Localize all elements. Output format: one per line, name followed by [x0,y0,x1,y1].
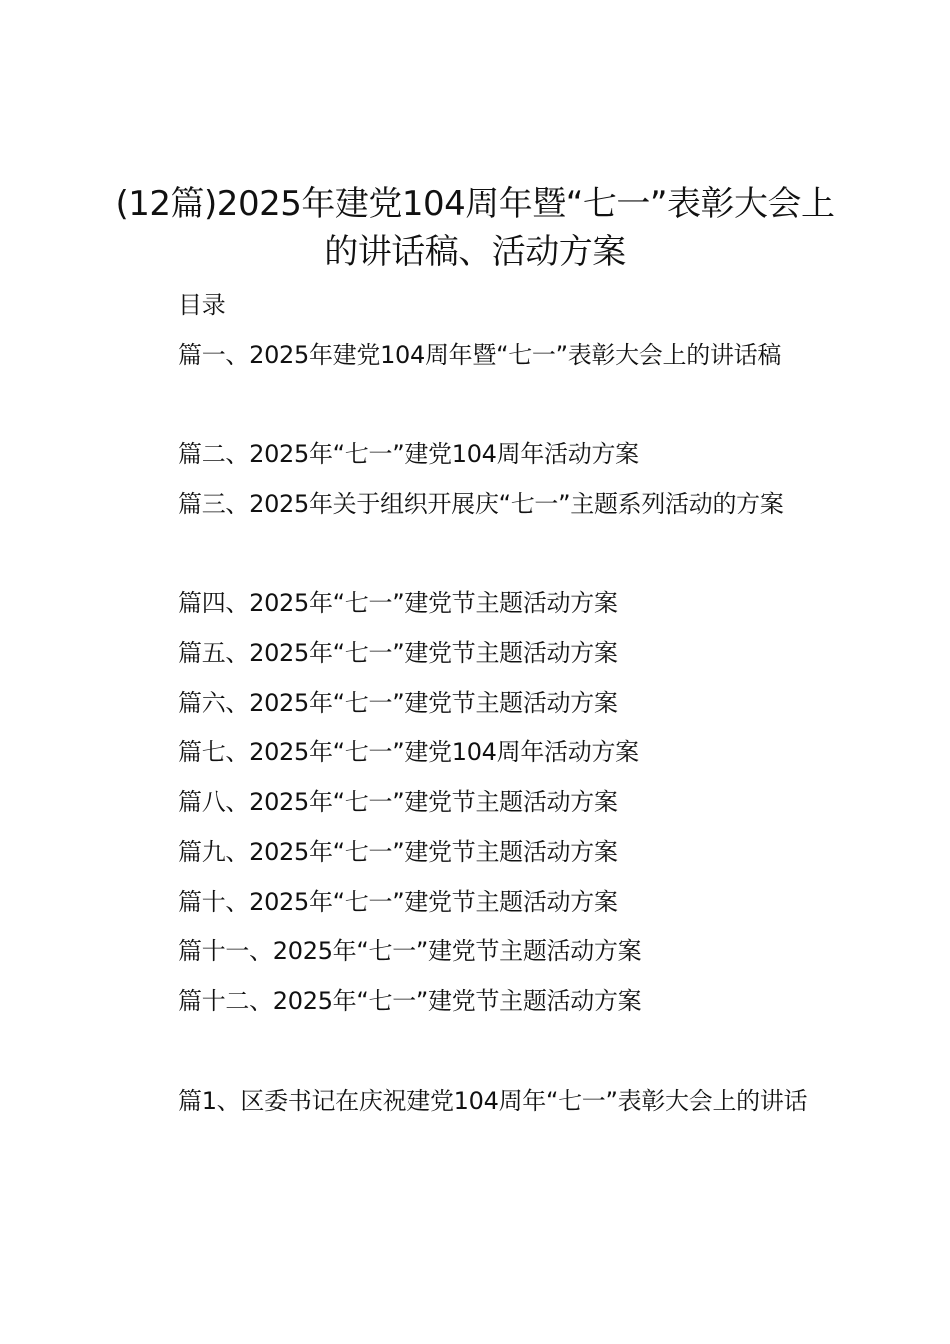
toc-heading: 目录 [178,291,226,319]
toc-item-11: 篇十一、2025年“七一”建党节主题活动方案 [178,937,642,965]
toc-item-1: 篇一、2025年建党104周年暨“七一”表彰大会上的讲话稿 [178,341,782,369]
toc-item-2: 篇二、2025年“七一”建党104周年活动方案 [178,440,639,468]
toc-item-3: 篇三、2025年关于组织开展庆“七一”主题系列活动的方案 [178,490,784,518]
toc-item-5: 篇五、2025年“七一”建党节主题活动方案 [178,639,618,667]
section-heading: 篇1、区委书记在庆祝建党104周年“七一”表彰大会上的讲话 [178,1087,808,1115]
toc-item-8: 篇八、2025年“七一”建党节主题活动方案 [178,788,618,816]
toc-item-7: 篇七、2025年“七一”建党104周年活动方案 [178,738,639,766]
toc-item-10: 篇十、2025年“七一”建党节主题活动方案 [178,888,618,916]
document-title: (12篇)2025年建党104周年暨“七一”表彰大会上的讲话稿、活动方案 [115,184,835,272]
toc-item-9: 篇九、2025年“七一”建党节主题活动方案 [178,838,618,866]
toc-item-6: 篇六、2025年“七一”建党节主题活动方案 [178,689,618,717]
toc-item-12: 篇十二、2025年“七一”建党节主题活动方案 [178,987,642,1015]
toc-item-4: 篇四、2025年“七一”建党节主题活动方案 [178,589,618,617]
